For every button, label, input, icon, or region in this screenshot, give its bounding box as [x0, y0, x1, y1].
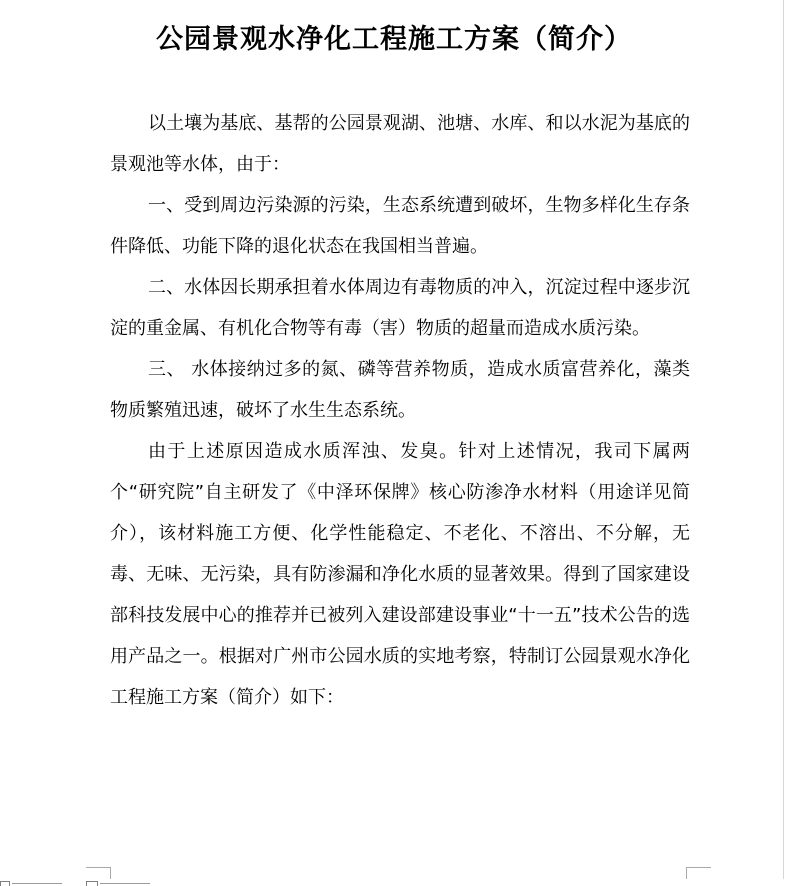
document-body[interactable]	[110, 103, 690, 718]
status-item-page	[12, 883, 62, 884]
paragraph-intro: 以土壤为基底、基帮的公园景观湖、池塘、水库、和以水泥为基底的景观池等水体，由于：	[110, 113, 690, 175]
status-item-words	[100, 883, 150, 884]
page-edge-line	[783, 0, 784, 886]
paragraph-reason-3: 三、 水体接纳过多的氮、磷等营养物质，造成水质富营养化，藻类物质繁殖迅速，破坏了水生生态系统。	[110, 359, 690, 421]
paragraph-reason-2: 二、水体因长期承担着水体周边有毒物质的冲入，沉淀过程中逐步沉淀的重金属、有机化合物等有毒（害）物质的超量而造成水质污染。	[110, 277, 690, 339]
paragraph-conclusion: 由于上述原因造成水质浑浊、发臭。针对上述情况，我司下属两个“研究院”自主研发了《中泽环保牌》核心防渗净水材料（用途详见简介），该材料施工方便、化学性能稳定、不老化、不溶出、不分解，无毒、无味、无污染，具有防渗漏和净化水质的显著效果。得到了国家建设部科技发展中心的推荐并已被列入建设部建设事业“十一五”技术公告的选用产品之一。根据对广州市公园水质的实地考察，特制订公园景观水净化工程施工方案（简介）如下：	[110, 441, 690, 708]
word-count-icon[interactable]	[86, 881, 98, 886]
page-view-icon[interactable]	[0, 881, 10, 886]
document-title: 公园景观水净化工程施工方案（简介）	[156, 24, 632, 55]
paragraph-reason-1: 一、受到周边污染源的污染，生态系统遭到破坏，生物多样化生存条件降低、功能下降的退化状态在我国相当普遍。	[110, 195, 690, 257]
